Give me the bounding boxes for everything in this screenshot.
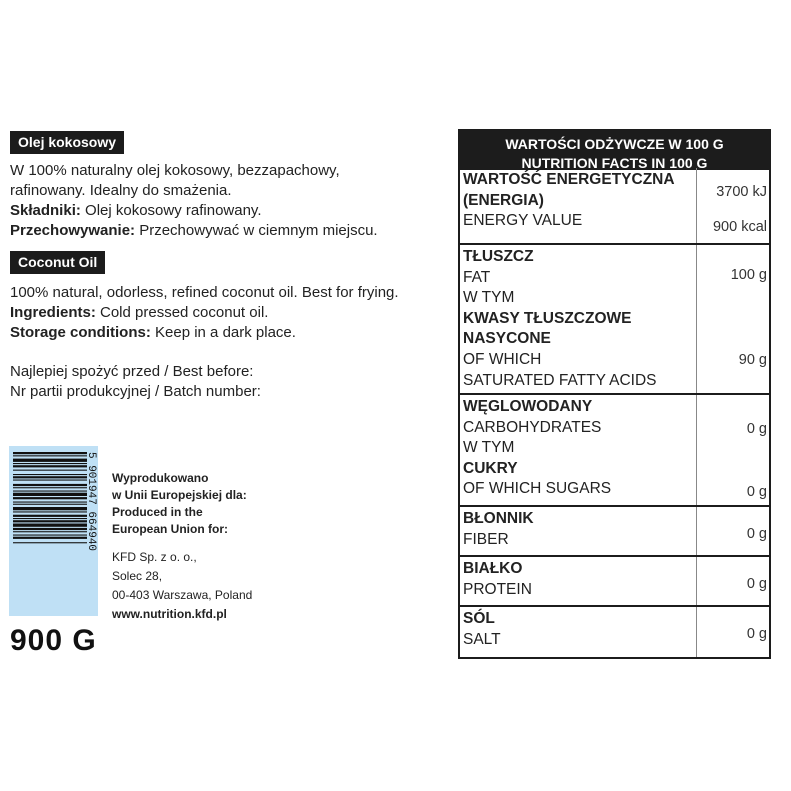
polish-desc-line-2: rafinowany. Idealny do smażenia.	[10, 182, 232, 199]
salt-name-pl: SÓL	[463, 610, 495, 627]
polish-title-label: Olej kokosowy	[10, 131, 124, 154]
english-storage	[10, 323, 399, 343]
barcode-bar	[13, 502, 87, 503]
protein-name-pl: BIAŁKO	[463, 560, 523, 577]
carbs-name-pl: WĘGLOWODANY	[463, 398, 593, 415]
english-storage-label: Storage conditions:	[10, 324, 151, 341]
barcode-bar	[13, 465, 87, 467]
barcode-bar	[13, 504, 87, 505]
fiber-value: 0 g	[746, 526, 767, 542]
manufacturer-address	[112, 548, 252, 624]
barcode-bar	[13, 491, 87, 492]
fiber-name-en: FIBER	[463, 530, 509, 548]
barcode-bar	[13, 493, 87, 496]
address-line-1: KFD Sp. z o. o.,	[112, 550, 197, 564]
polish-storage-value: Przechowywać w ciemnym miejscu.	[135, 222, 378, 239]
sat-name-en: SATURATED FATTY ACIDS	[463, 371, 657, 389]
energy-value-kj: 3700 kJ	[716, 184, 767, 200]
barcode-bar	[13, 537, 87, 539]
fat-row	[460, 243, 769, 393]
energy-name-en: ENERGY VALUE	[463, 212, 583, 230]
barcode-bar	[13, 531, 87, 532]
made-in-line-4: European Union for:	[112, 522, 228, 536]
english-title-label: Coconut Oil	[10, 251, 105, 274]
carbs-name-en: CARBOHYDRATES	[463, 418, 602, 436]
barcode-bar	[13, 455, 87, 456]
fat-of-which-en: OF WHICH	[463, 350, 542, 368]
energy-name-pl-1: WARTOŚĆ ENERGETYCZNA	[463, 171, 675, 188]
barcode	[9, 446, 98, 616]
fat-name-en: FAT	[463, 268, 491, 286]
energy-row	[460, 168, 769, 243]
english-description	[10, 283, 399, 343]
barcode-bar	[13, 484, 87, 486]
barcode-bar	[13, 470, 87, 471]
barcode-bar	[13, 474, 87, 475]
barcode-bar	[13, 515, 87, 517]
nutrition-table-header	[460, 131, 769, 170]
protein-name-en: PROTEIN	[463, 580, 532, 598]
polish-storage	[10, 221, 378, 241]
salt-value: 0 g	[746, 626, 767, 642]
fiber-name-pl: BŁONNIK	[463, 510, 534, 527]
sat-name-pl-1: KWASY TŁUSZCZOWE	[463, 309, 632, 327]
barcode-bar	[13, 518, 87, 519]
carbs-of-which-pl: W TYM	[463, 439, 515, 457]
barcode-graphic	[9, 446, 98, 616]
english-ingredients-label: Ingredients:	[10, 304, 96, 321]
barcode-bar	[13, 487, 87, 488]
polish-ingredients-label: Składniki:	[10, 202, 81, 219]
barcode-bar	[13, 528, 87, 530]
sugars-name-en: OF WHICH SUGARS	[463, 480, 612, 498]
barcode-bar	[13, 476, 87, 478]
salt-row	[460, 605, 769, 657]
barcode-bar	[13, 542, 87, 543]
made-in-line-1: Wyprodukowano	[112, 471, 209, 485]
polish-ingredients	[10, 201, 378, 221]
energy-name-pl-2: (ENERGIA)	[463, 191, 544, 209]
english-ingredients	[10, 303, 399, 323]
address-line-3: 00-403 Warszawa, Poland	[112, 588, 253, 602]
fat-of-which-pl: W TYM	[463, 289, 515, 307]
carbs-row	[460, 393, 769, 505]
english-desc-line: 100% natural, odorless, refined coconut oil. Best for frying.	[10, 284, 399, 301]
barcode-bar	[13, 452, 87, 454]
polish-ingredients-value: Olej kokosowy rafinowany.	[80, 202, 262, 219]
barcode-bar	[13, 507, 87, 510]
polish-storage-label: Przechowywanie:	[10, 222, 136, 239]
barcode-bar	[13, 520, 87, 522]
sugars-name-pl: CUKRY	[463, 459, 518, 477]
barcode-number: 5 901947 664940	[85, 452, 97, 552]
address-line-2: Solec 28,	[112, 569, 163, 583]
barcode-bar	[13, 535, 87, 536]
fat-value: 100 g	[730, 267, 767, 283]
net-weight: 900 G	[10, 624, 97, 657]
barcode-bar	[13, 511, 87, 512]
batch-number-text: Nr partii produkcyjnej / Batch number:	[10, 383, 261, 400]
polish-description	[10, 161, 378, 241]
barcode-bar	[13, 480, 87, 481]
barcode-bar	[13, 459, 87, 462]
barcode-bar	[13, 524, 87, 527]
website-link[interactable]: www.nutrition.kfd.pl	[112, 607, 227, 621]
made-in-line-2: w Unii Europejskiej dla:	[112, 488, 247, 502]
sat-fat-value: 90 g	[738, 352, 767, 368]
fiber-row	[460, 505, 769, 555]
made-in-block	[112, 470, 247, 538]
english-ingredients-value: Cold pressed coconut oil.	[95, 304, 269, 321]
sugars-value: 0 g	[746, 484, 767, 500]
polish-desc-line-1: W 100% naturalny olej kokosowy, bezzapachowy,	[10, 162, 340, 179]
protein-value: 0 g	[746, 576, 767, 592]
barcode-bar	[13, 497, 87, 499]
fat-name-pl: TŁUSZCZ	[463, 248, 534, 265]
nutrition-header-pl: WARTOŚCI ODŻYWCZE W 100 G	[505, 136, 724, 152]
nutrition-header-en: NUTRITION FACTS IN 100 G	[521, 155, 708, 171]
salt-name-en: SALT	[463, 630, 501, 648]
best-before-text: Najlepiej spożyć przed / Best before:	[10, 363, 254, 380]
sat-name-pl-2: NASYCONE	[463, 330, 551, 348]
made-in-line-3: Produced in the	[112, 505, 203, 519]
dates-block	[10, 362, 261, 402]
nutrition-table	[458, 129, 771, 659]
carbs-value: 0 g	[746, 421, 767, 437]
english-storage-value: Keep in a dark place.	[150, 324, 296, 341]
energy-value-kcal: 900 kcal	[712, 219, 767, 235]
protein-row	[460, 555, 769, 605]
barcode-bar	[13, 463, 87, 464]
